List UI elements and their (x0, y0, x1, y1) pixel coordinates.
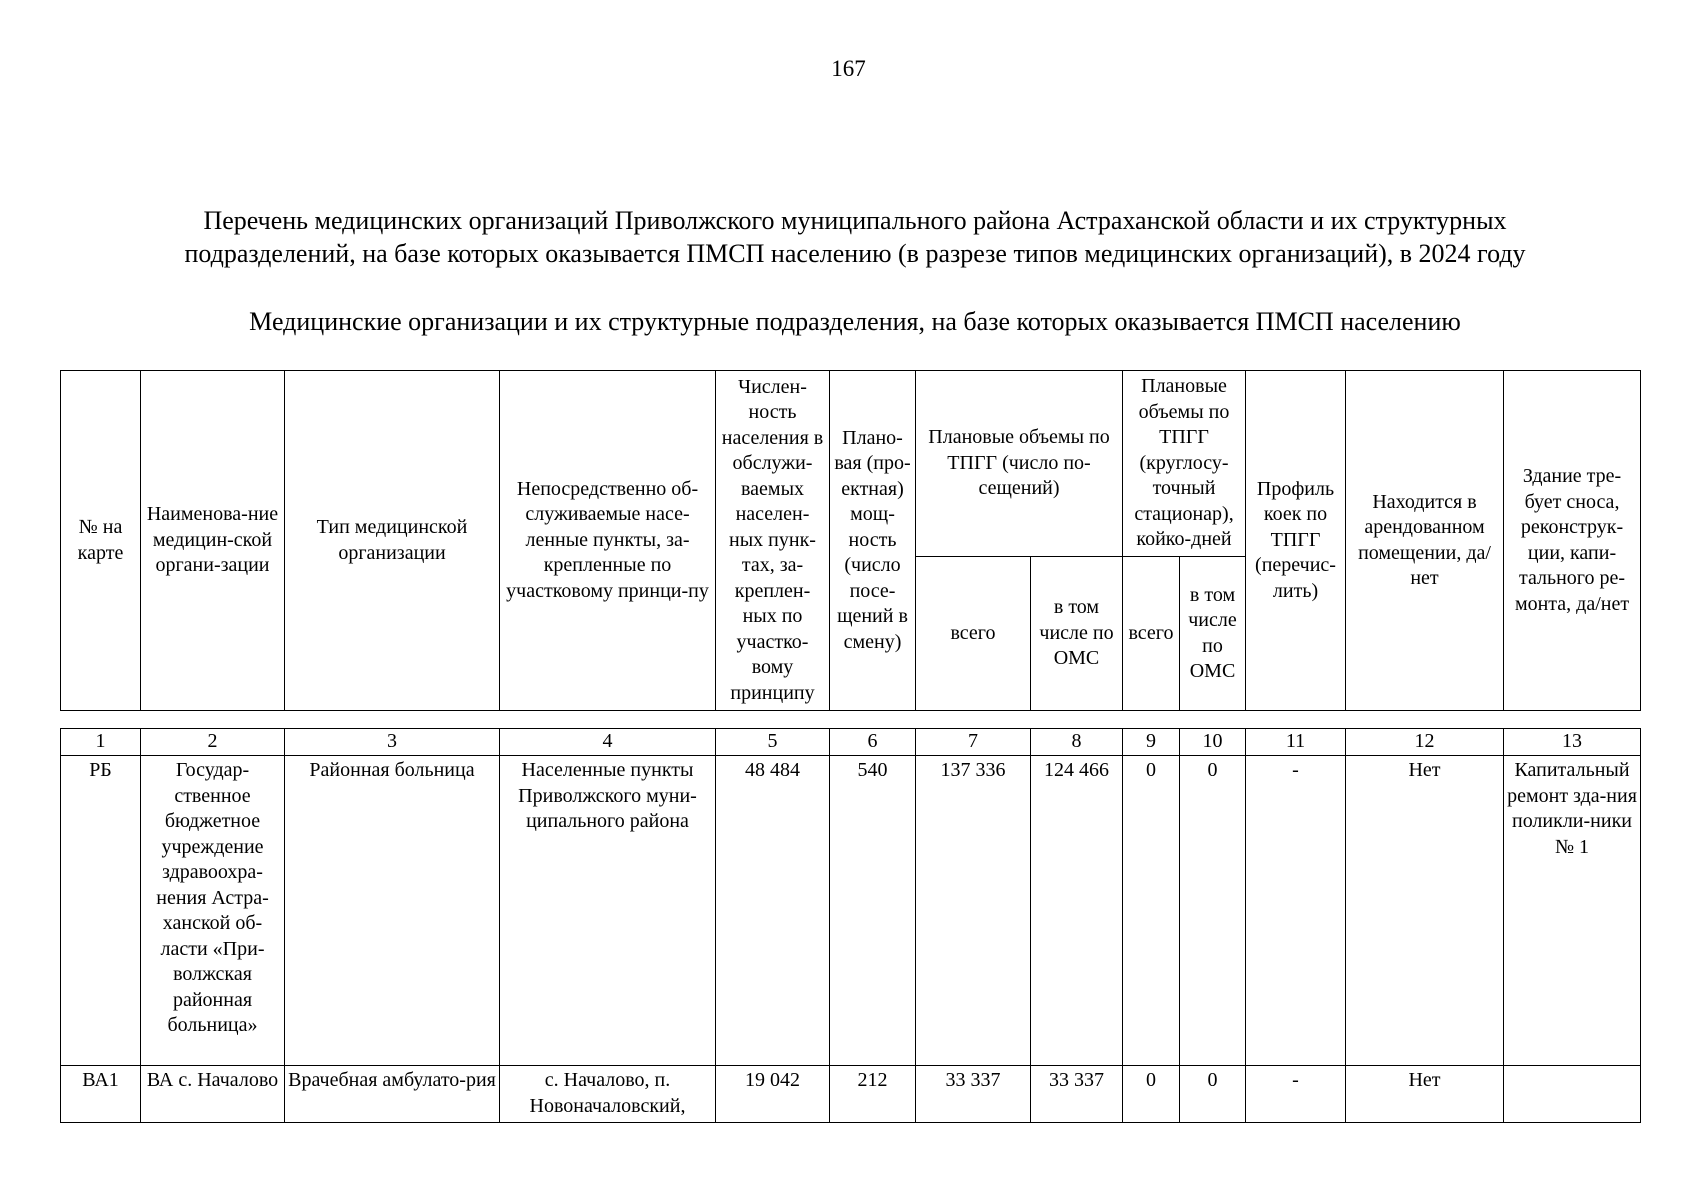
cell-map-number: ВА1 (61, 1066, 141, 1123)
cell-planned-capacity: 212 (830, 1066, 916, 1123)
cell-rented-premises: Нет (1346, 1066, 1504, 1123)
header-building-repair: Здание тре-бует сноса, реконструк-ции, капи-тального ре-монта, да/нет (1504, 371, 1641, 711)
cell-bed-profile: - (1246, 1066, 1346, 1123)
cell-organization-type: Районная больница (285, 756, 500, 1066)
column-number: 2 (141, 729, 285, 756)
header-visits-total: всего (916, 557, 1031, 711)
table-row (61, 756, 1641, 1066)
header-planned-capacity: Плано-вая (про-ектная) мощ-ность (число посе-щений в смену) (830, 371, 916, 711)
column-number: 9 (1123, 729, 1180, 756)
column-number: 10 (1180, 729, 1246, 756)
header-bed-days-oms: в том числе по ОМС (1180, 557, 1246, 711)
header-bed-profile: Профиль коек по ТПГГ (перечис-лить) (1246, 371, 1346, 711)
cell-visits-oms: 124 466 (1031, 756, 1123, 1066)
cell-map-number: РБ (61, 756, 141, 1066)
column-number: 1 (61, 729, 141, 756)
column-number: 6 (830, 729, 916, 756)
cell-visits-oms: 33 337 (1031, 1066, 1123, 1123)
header-visits-oms: в том числе по ОМС (1031, 557, 1123, 711)
column-number: 4 (500, 729, 716, 756)
header-rented-premises: Находится в арендованном помещении, да/нет (1346, 371, 1504, 711)
column-number-row (61, 729, 1641, 756)
cell-building-repair: Капитальный ремонт зда-ния поликли-ники № 1 (1504, 756, 1641, 1066)
cell-served-settlements: Населенные пункты Приволжского муни-ципального района (500, 756, 716, 1066)
cell-building-repair (1504, 1066, 1641, 1123)
cell-bed-profile: - (1246, 756, 1346, 1066)
cell-bed-days-total: 0 (1123, 756, 1180, 1066)
cell-organization-type: Врачебная амбулато-рия (285, 1066, 500, 1123)
header-served-settlements: Непосредственно об-служиваемые насе-ленные пункты, за-крепленные по участковому принци-пу (500, 371, 716, 711)
cell-rented-premises: Нет (1346, 756, 1504, 1066)
header-bed-days-total: всего (1123, 557, 1180, 711)
document-title (90, 204, 1620, 270)
cell-visits-total: 33 337 (916, 1066, 1031, 1123)
header-bed-days-group: Плановые объемы по ТПГГ (круглосу-точный стационар), койко-дней (1123, 371, 1246, 557)
header-visits-group: Плановые объемы по ТПГГ (число по-сещений) (916, 371, 1123, 557)
column-number: 7 (916, 729, 1031, 756)
header-organization-name: Наименова-ние медицин-ской органи-зации (141, 371, 285, 711)
table-row (61, 1066, 1641, 1123)
cell-bed-days-oms: 0 (1180, 756, 1246, 1066)
column-number: 11 (1246, 729, 1346, 756)
cell-visits-total: 137 336 (916, 756, 1031, 1066)
cell-planned-capacity: 540 (830, 756, 916, 1066)
header-population: Числен-ность населения в обслужи-ваемых населен-ных пунк-тах, за-креплен-ных по участко-вому принципу (716, 371, 830, 711)
table-header (60, 370, 1641, 711)
cell-organization-name: Государ-ственное бюджетное учреждение здравоохра-нения Астра-ханской об-ласти «При-волжская районная больница» (141, 756, 285, 1066)
column-number: 13 (1504, 729, 1641, 756)
column-number: 8 (1031, 729, 1123, 756)
page-number: 167 (831, 56, 866, 81)
column-number: 12 (1346, 729, 1504, 756)
header-organization-type: Тип медицинской организации (285, 371, 500, 711)
document-subtitle: Медицинские организации и их структурные подразделения, на базе которых оказывается ПМСП населению (249, 307, 1461, 336)
cell-served-settlements: с. Началово, п. Новоначаловский, (500, 1066, 716, 1123)
cell-population: 48 484 (716, 756, 830, 1066)
column-number: 3 (285, 729, 500, 756)
cell-bed-days-total: 0 (1123, 1066, 1180, 1123)
column-number: 5 (716, 729, 830, 756)
table-body (60, 728, 1641, 1123)
cell-population: 19 042 (716, 1066, 830, 1123)
header-map-number: № на карте (61, 371, 141, 711)
document-title-line-1: Перечень медицинских организаций Приволжского муниципального района Астраханской области и их структурных (203, 206, 1507, 235)
cell-bed-days-oms: 0 (1180, 1066, 1246, 1123)
document-title-line-2: подразделений, на базе которых оказывается ПМСП населению (в разрезе типов медицинских организаций), в 2024 году (184, 239, 1526, 268)
cell-organization-name: ВА с. Началово (141, 1066, 285, 1123)
